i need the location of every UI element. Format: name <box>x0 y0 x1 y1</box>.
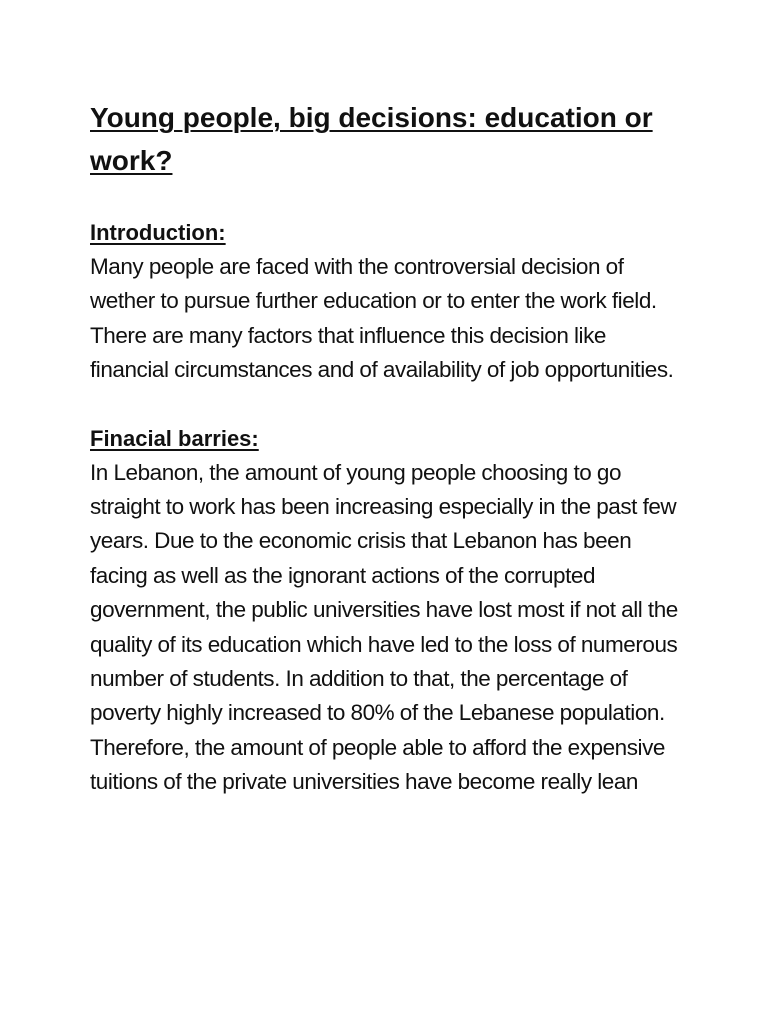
section-financial-barriers <box>90 422 690 800</box>
section-body-financial-barriers: In Lebanon, the amount of young people choosing to go straight to work has been increasing especially in the past few years. Due to the economic crisis that Lebanon has been facing as well as the ignorant actions of the corrupted government, the public universities have lost most if not all the quality of its education which have led to the loss of numerous number of students. In addition to that, the percentage of poverty highly increased to 80% of the Lebanese population. Therefore, the amount of people able to afford the expensive tuitions of the private universities have become really lean <box>90 459 678 795</box>
section-introduction <box>90 216 690 388</box>
section-heading-financial-barriers: Finacial barries: <box>90 425 259 451</box>
document-title: Young people, big decisions: education or work? <box>90 102 653 176</box>
document-page <box>90 96 690 800</box>
section-heading-introduction: Introduction: <box>90 220 226 245</box>
section-body-introduction: Many people are faced with the controversial decision of wether to pursue further education or to enter the work field. There are many factors that influence this decision like financial circumstances and of availability of job opportunities. <box>90 254 674 383</box>
